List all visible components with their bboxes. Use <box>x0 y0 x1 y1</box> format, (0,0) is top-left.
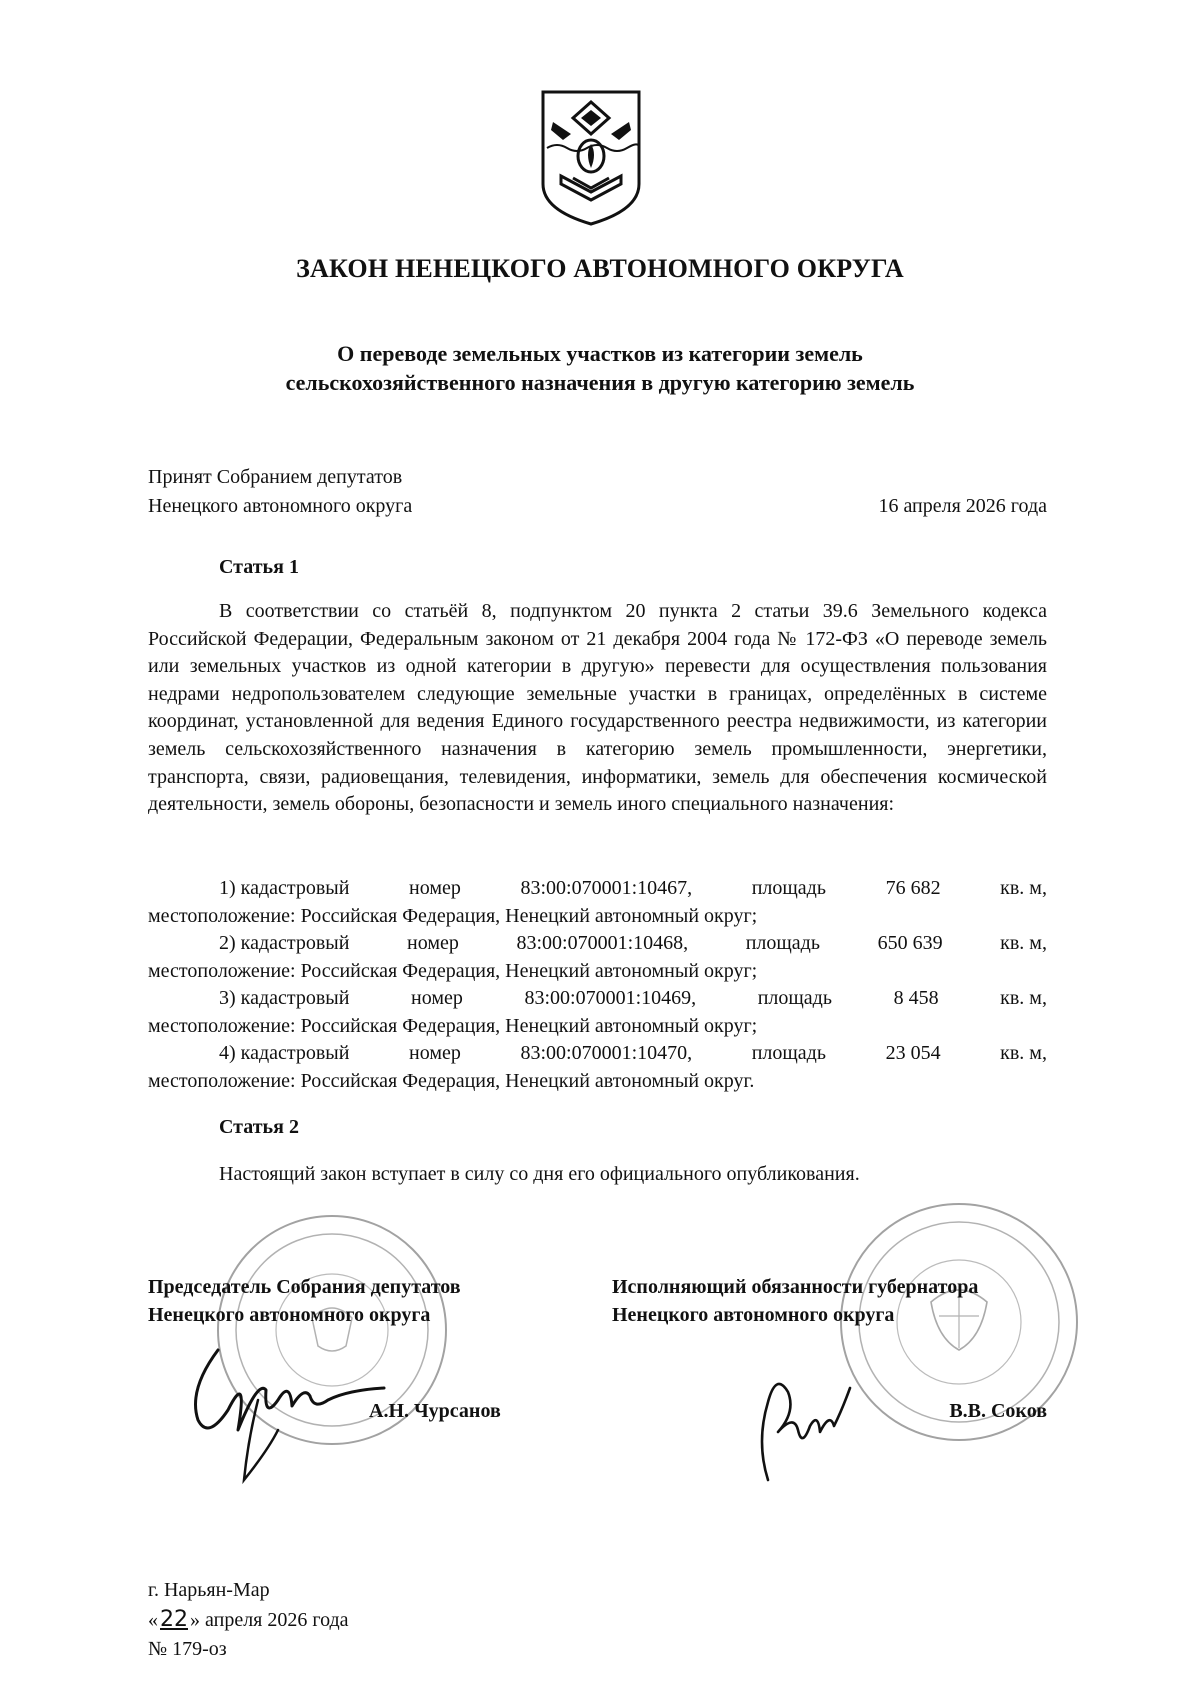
area-unit: кв. м, <box>1000 932 1047 954</box>
city: г. Нарьян-Мар <box>148 1579 270 1601</box>
right-title-line-2: Ненецкого автономного округа <box>612 1304 895 1326</box>
item-num: 2) кадастровый <box>219 932 350 954</box>
subtitle-line-2: сельскохозяйственного назначения в другую категорию земель <box>285 370 915 395</box>
cadastral-number: 83:00:070001:10469, <box>524 987 697 1009</box>
item-word-area: площадь <box>757 987 832 1009</box>
item-word-number: номер <box>409 877 461 899</box>
area-unit: кв. м, <box>1000 987 1047 1009</box>
handwritten-day: 22 <box>160 1607 188 1632</box>
law-number: № 179-оз <box>148 1638 227 1660</box>
signing-date <box>148 1605 349 1635</box>
article-1-text: В соответствии со статьёй 8, подпунктом 20 пункта 2 статьи 39.6 Земельного кодекса Российской Федерации, Федеральным законом от 21 декабря 2004 года № 172-ФЗ «О переводе земель или земельных участков из одной категории в другую» перевести для осуществления пользования недрами недропользователем следующие земельные участки в границах, определённых в системе координат, установленной для ведения Единого государственного реестра недвижимости, из категории земель сельскохозяйственного назначения в категорию земель промышленности, энергетики, транспорта, связи, радиовещания, телевидения, информатики, земель для обеспечения космической деятельности, земель обороны, безопасности и земель иного специального назначения: <box>148 600 1047 816</box>
item-location: местоположение: Российская Федерация, Ненецкий автономный округ; <box>148 1014 758 1037</box>
item-word-area: площадь <box>745 932 820 954</box>
coat-of-arms-emblem <box>539 88 643 228</box>
area-value: 76 682 <box>885 877 941 899</box>
article-2-text: Настоящий закон вступает в силу со дня его официального опубликования. <box>219 1163 860 1185</box>
item-location: местоположение: Российская Федерация, Ненецкий автономный округ. <box>148 1069 755 1092</box>
adoption-line-1: Принят Собранием депутатов <box>148 466 403 488</box>
handwritten-signature-icon <box>178 1330 388 1485</box>
left-title-line-2: Ненецкого автономного округа <box>148 1304 431 1326</box>
place-date-number <box>148 1576 349 1664</box>
item-location: местоположение: Российская Федерация, Ненецкий автономный округ; <box>148 904 758 927</box>
right-signatory-title <box>612 1273 978 1329</box>
adoption-date: 16 апреля 2026 года <box>878 495 1047 517</box>
right-signatory-name: В.В. Соков <box>949 1400 1047 1422</box>
item-location: местоположение: Российская Федерация, Ненецкий автономный округ; <box>148 959 758 982</box>
law-title: ЗАКОН НЕНЕЦКОГО АВТОНОМНОГО ОКРУГА <box>296 254 904 283</box>
date-rest: » апреля 2026 года <box>190 1609 349 1631</box>
law-subtitle <box>0 339 1200 397</box>
area-value: 650 639 <box>877 932 943 954</box>
list-item <box>148 875 1047 930</box>
cadastral-number: 83:00:070001:10470, <box>520 1042 693 1064</box>
item-num: 4) кадастровый <box>219 1042 350 1064</box>
list-item <box>148 930 1047 985</box>
article-1-heading: Статья 1 <box>219 556 299 578</box>
cadastral-number: 83:00:070001:10467, <box>520 877 693 899</box>
adoption-block <box>148 463 412 521</box>
item-word-number: номер <box>407 932 459 954</box>
area-unit: кв. м, <box>1000 1042 1047 1064</box>
list-item <box>148 1040 1047 1095</box>
adoption-line-2: Ненецкого автономного округа <box>148 495 413 517</box>
area-value: 8 458 <box>893 987 939 1009</box>
item-word-number: номер <box>411 987 463 1009</box>
date-open-quote: « <box>148 1609 158 1631</box>
item-word-area: площадь <box>751 1042 826 1064</box>
item-word-area: площадь <box>751 877 826 899</box>
item-word-number: номер <box>409 1042 461 1064</box>
list-item <box>148 985 1047 1040</box>
item-num: 1) кадастровый <box>219 877 350 899</box>
cadastral-number: 83:00:070001:10468, <box>516 932 689 954</box>
item-num: 3) кадастровый <box>219 987 350 1009</box>
area-unit: кв. м, <box>1000 877 1047 899</box>
area-value: 23 054 <box>885 1042 941 1064</box>
left-signatory-name: А.Н. Чурсанов <box>369 1400 501 1422</box>
left-title-line-1: Председатель Собрания депутатов <box>148 1276 461 1298</box>
handwritten-signature-icon <box>738 1362 868 1482</box>
article-2-heading: Статья 2 <box>219 1116 299 1138</box>
subtitle-line-1: О переводе земельных участков из категории земель <box>337 341 863 366</box>
right-title-line-1: Исполняющий обязанности губернатора <box>612 1276 979 1298</box>
left-signatory-title <box>148 1273 461 1329</box>
